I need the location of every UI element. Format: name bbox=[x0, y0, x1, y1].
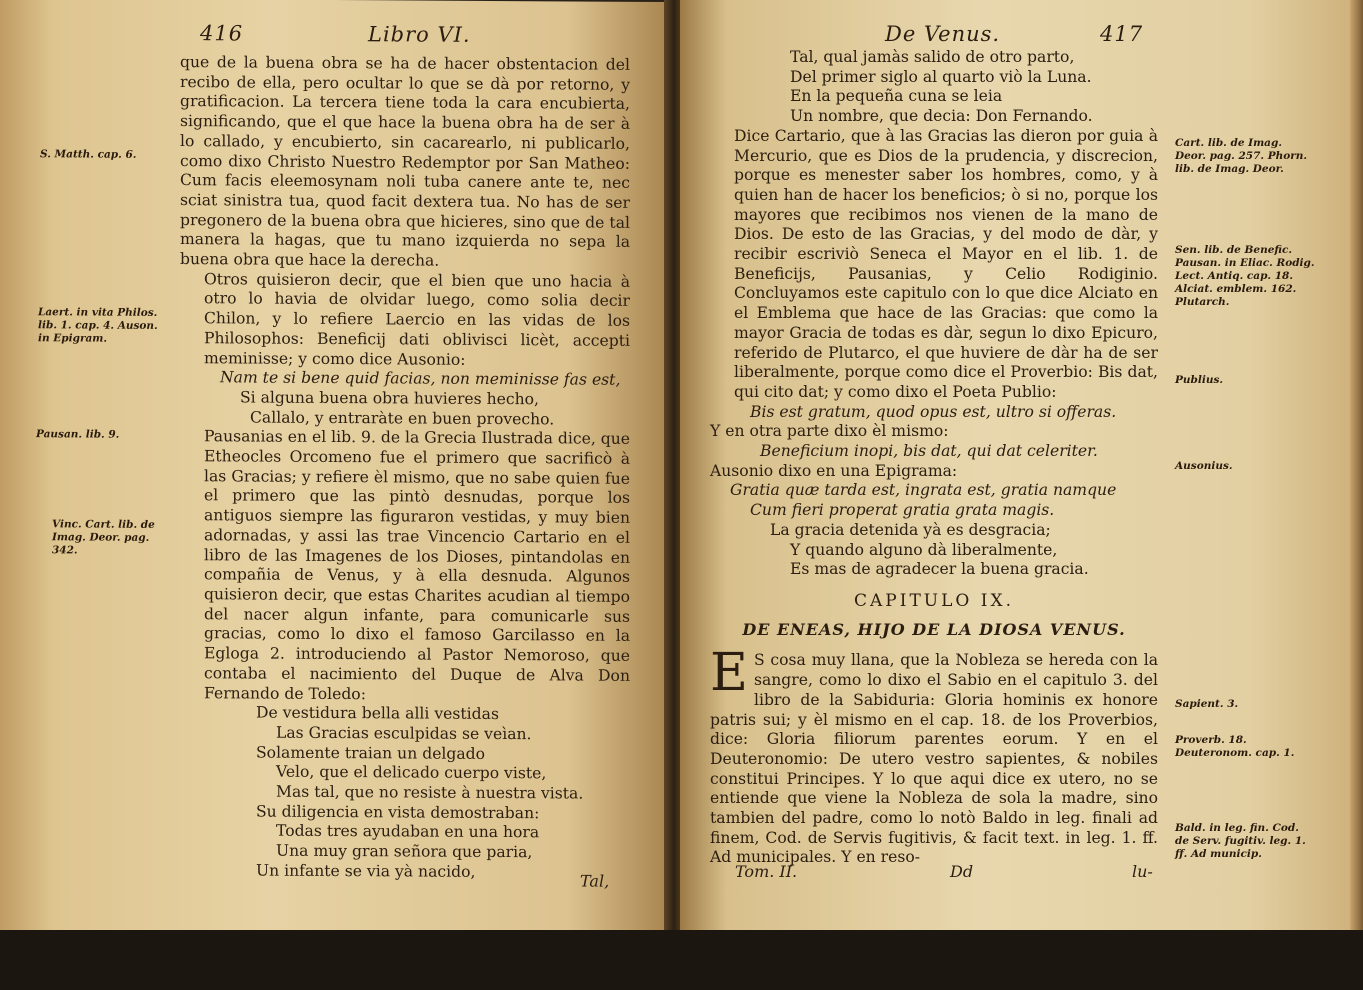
right-running-head: De Venus. bbox=[885, 22, 1001, 46]
verse-line: Todas tres ayudaban en una hora bbox=[276, 822, 540, 842]
verse-line: Y quando alguno dà liberalmente, bbox=[790, 540, 1058, 559]
verse-line: Mas tal, que no resiste à nuestra vista. bbox=[276, 782, 584, 803]
margin-note: Ausonius. bbox=[1175, 460, 1233, 472]
margin-note: Pausan. lib. 9. bbox=[36, 428, 120, 441]
left-catchword: Tal, bbox=[580, 871, 610, 891]
verse-line: Cum fieri properat gratia grata magis. bbox=[750, 501, 1055, 520]
right-page bbox=[680, 0, 1350, 935]
verse-line: La gracia detenida yà es desgracia; bbox=[770, 520, 1051, 539]
text-line: Y en otra parte dixo èl mismo: bbox=[710, 422, 949, 441]
margin-note: Sen. lib. de Benefic. Pausan. in Eliac. Rodig. Lect. Antiq. cap. 18. Alciat. emblem. 162. Plutarch. bbox=[1175, 244, 1315, 308]
quote: Beneficium inopi, bis dat, qui dat celeriter. bbox=[760, 442, 1098, 461]
margin-note: Laert. in vita Philos. lib. 1. cap. 4. Auson. in Epigram. bbox=[38, 306, 158, 345]
verse-line: Si alguna buena obra huvieres hecho, bbox=[240, 388, 540, 409]
verse-line: Es mas de agradecer la buena gracia. bbox=[790, 560, 1089, 579]
verse-line: Un infante se via yà nacido, bbox=[256, 861, 476, 881]
margin-note: Sapient. 3. bbox=[1175, 698, 1239, 710]
left-page-number: 416 bbox=[200, 21, 244, 46]
verse-line: Del primer siglo al quarto viò la Luna. bbox=[790, 67, 1092, 86]
signature: Tom. II. bbox=[735, 862, 798, 881]
right-body bbox=[710, 48, 1158, 868]
right-page-number: 417 bbox=[1100, 22, 1144, 46]
verse-line: Solamente traian un delgado bbox=[256, 743, 486, 763]
margin-note: Bald. in leg. fin. Cod. de Serv. fugitiv. leg. 1. ff. Ad municip. bbox=[1175, 822, 1306, 860]
chapter-heading: CAPITULO IX. bbox=[854, 590, 1014, 611]
paragraph: Otros quisieron decir, que el bien que uno hacia à otro lo havia de olvidar luego, como solia decir Chilon, y lo refiere Laercio en las vidas de los Philosophos: Beneficij dati oblivisci licèt, accepti meminisse; y como dice Ausonio: bbox=[204, 269, 630, 369]
paragraph: Dice Cartario, que à las Gracias las dieron por guia à Mercurio, que es Dios de la prudencia, y discrecion, porque es menester saber los hombres, como, y à quien han de hacer los beneficios; ò si no, porque los mayores que recibimos nos vienen de la mano de Dios. De esto de las Gracias, y del modo de dàr, y recibir escriviò Seneca el Mayor en el lib. 1. de Beneficijs, Pausanias, y Celio Rodiginio. Concluyamos este capitulo con lo que dice Alciato en el Emblema que hace de las Gracias: que como la mayor Gracia de todas es dàr, segun lo dixo Epicuro, referido de Plutarco, el que huviere de dàr ha de ser liberalmente, porque como dice el Proverbio: Bis dat, qui cito dat; y como dixo el Poeta Publio: bbox=[734, 126, 1158, 401]
verse-line: Una muy gran señora que paria, bbox=[276, 841, 533, 862]
text-line: Ausonio dixo en una Epigrama: bbox=[710, 461, 958, 480]
margin-note: Cart. lib. de Imag. Deor. pag. 257. Phorn. lib. de Imag. Deor. bbox=[1175, 137, 1308, 175]
margin-note: Vinc. Cart. lib. de Imag. Deor. pag. 342. bbox=[52, 518, 155, 557]
verse-line: Nam te si bene quid facias, non meminisse fas est, bbox=[220, 368, 621, 389]
verse-line: Un nombre, que decia: Don Fernando. bbox=[790, 107, 1093, 126]
signature-mark: Dd bbox=[950, 862, 974, 881]
margin-note: Publius. bbox=[1175, 374, 1224, 386]
left-page bbox=[0, 0, 668, 937]
margin-note: S. Matth. cap. 6. bbox=[40, 148, 137, 161]
right-catchword: lu- bbox=[1132, 862, 1153, 881]
quote: Bis est gratum, quod opus est, ultro si offeras. bbox=[750, 402, 1117, 421]
verse-line: Las Gracias esculpidas se veìan. bbox=[276, 723, 532, 744]
paragraph: S cosa muy llana, que la Nobleza se hereda con la sangre, como lo dixo el Sabio en el capitulo 3. del libro de la Sabiduria: Gloria hominis ex honore patris sui; y èl mismo en el cap. 18. de los Proverbios, dice: Gloria filiorum parentes eorum. Y en el Deuteronomio: De utero vestro sapientes, & nobiles constitui Principes. Y lo que aqui dice ex utero, no se entiende que viene la Nobleza de sola la madre, sino tambien del padre, como lo notò Baldo in leg. finali ad finem, Cod. de Servis fugitivis, & facit text. in leg. 1. ff. Ad municipales. Y en reso- bbox=[710, 651, 1158, 867]
page-edge bbox=[1350, 0, 1363, 940]
paragraph: Pausanias en el lib. 9. de la Grecia Ilustrada dice, que Etheocles Orcomeno fue el primero que sacrificò à las Gracias; y refiere èl mismo, que no sabe quien fue el primero que las pintò desnudas, porque los antiguos siempre las figuraron vestidas, y muy bien adornadas, y assi las trae Vincencio Cartario en el libro de las Imagenes de los Dioses, pintandolas en compañia de Venus, y à ella desnuda. Algunos quisieron decir, que estas Charites acudian al tiempo del nacer algun infante, para comunicarle sus gracias, como lo dixo el famoso Garcilasso en la Egloga 2. introduciendo al Pastor Nemoroso, que contaba el nacimiento del Duque de Alva Don Fernando de Toledo: bbox=[204, 427, 630, 703]
margin-note: Proverb. 18. Deuteronom. cap. 1. bbox=[1175, 734, 1295, 759]
left-body bbox=[180, 53, 630, 883]
drop-cap: E bbox=[710, 643, 748, 704]
verse-line: Velo, que el delicado cuerpo viste, bbox=[276, 762, 547, 783]
verse-line: De vestidura bella alli vestidas bbox=[256, 703, 499, 724]
left-running-head: Libro VI. bbox=[368, 22, 471, 47]
verse-line: Callalo, y entraràte en buen provecho. bbox=[250, 408, 555, 429]
verse-line: Gratia quæ tarda est, ingrata est, gratia namque bbox=[730, 481, 1117, 500]
verse-line: En la pequeña cuna se leia bbox=[790, 87, 1003, 106]
table-surface bbox=[0, 930, 1363, 990]
paragraph: que de la buena obra se ha de hacer obstentacion del recibo de ella, pero ocultar lo que se dà por retorno, y gratificacion. La tercera tiene toda la cara encubierta, significando, que el que hace la buena obra ha de ser à lo callado, y encubierto, sin cacarearlo, ni publicarlo, como dixo Christo Nuestro Redemptor por San Matheo: Cum facis eleemosynam noli tuba canere ante te, nec sciat sinistra tua, quod facit dextera tua. No has de ser pregonero de la buena obra que hicieres, sino que de tal manera la hagas, que tu mano izquierda no sepa la buena obra que hace la derecha. bbox=[180, 53, 630, 270]
chapter-subheading: DE ENEAS, HIJO DE LA DIOSA VENUS. bbox=[742, 619, 1126, 639]
verse-line: Su diligencia en vista demostraban: bbox=[256, 802, 540, 822]
verse-line: Tal, qual jamàs salido de otro parto, bbox=[790, 48, 1075, 66]
